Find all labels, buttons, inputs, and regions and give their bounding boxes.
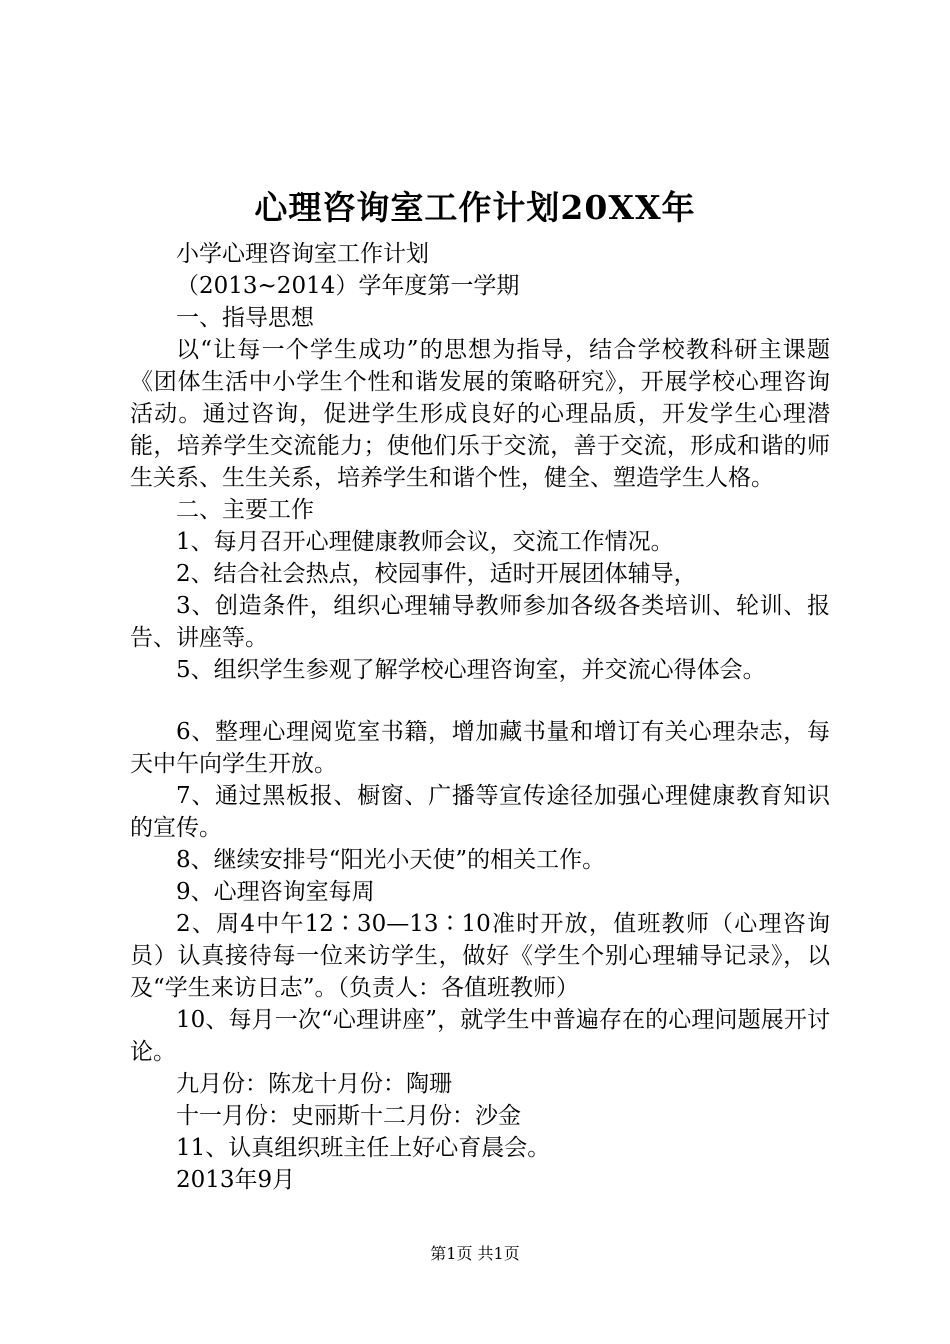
work-item-opening-hours: 2、周4中午12∶30—13∶10准时开放，值班教师（心理咨询员）认真接待每一位来访学生，做好《学生个别心理辅导记录》，以及“学生来访日志”。（负责人：各值班教师）: [130, 911, 830, 1001]
work-item-5: 5、组织学生参观了解学校心理咨询室，并交流心得体会。: [176, 657, 766, 683]
work-item-2: 2、结合社会热点，校园事件，适时开展团体辅导，: [176, 561, 697, 587]
work-item-11: 11、认真组织班主任上好心育晨会。: [176, 1135, 551, 1161]
guiding-ideology-paragraph: 以“让每一个学生成功”的思想为指导，结合学校教科研主课题《团体生活中小学生个性和谐发展的策略研究》，开展学校心理咨询活动。通过咨询，促进学生形成良好的心理品质，开发学生心理潜能，培养学生交流能力；使他们乐于交流，善于交流，形成和谐的师生关系、生生关系，培养学生和谐个性，健全、塑造学生人格。: [130, 337, 830, 491]
work-item-7: 7、通过黑板报、橱窗、广播等宣传途径加强心理健康教育知识的宣传。: [130, 783, 830, 841]
subtitle: 小学心理咨询室工作计划: [176, 241, 429, 267]
work-item-8: 8、继续安排号“阳光小天使”的相关工作。: [176, 847, 606, 873]
blank-line: [130, 686, 830, 716]
document-title: 心理咨询室工作计划20XX年: [254, 188, 696, 227]
schedule-line-2: 十一月份：史丽斯十二月份：沙金: [176, 1103, 521, 1129]
work-item-1: 1、每月召开心理健康教师会议，交流工作情况。: [176, 529, 674, 555]
document-date: 2013年9月: [176, 1167, 296, 1193]
term-line: （2013~2014）学年度第一学期: [176, 273, 520, 299]
document-body: [130, 238, 830, 1196]
work-item-6: 6、整理心理阅览室书籍，增加藏书量和增订有关心理杂志，每天中午向学生开放。: [130, 719, 830, 777]
work-item-10: 10、每月一次“心理讲座”，就学生中普遍存在的心理问题展开讨论。: [130, 1007, 830, 1065]
section-heading-guiding-ideology: 一、指导思想: [176, 305, 314, 331]
page-footer: 第1页 共1页: [430, 1244, 520, 1263]
work-item-3: 3、创造条件，组织心理辅导教师参加各级各类培训、轮训、报告、讲座等。: [130, 593, 830, 651]
section-heading-main-work: 二、主要工作: [176, 497, 314, 523]
work-item-9: 9、心理咨询室每周: [176, 879, 375, 905]
schedule-line-1: 九月份：陈龙十月份：陶珊: [176, 1071, 452, 1097]
